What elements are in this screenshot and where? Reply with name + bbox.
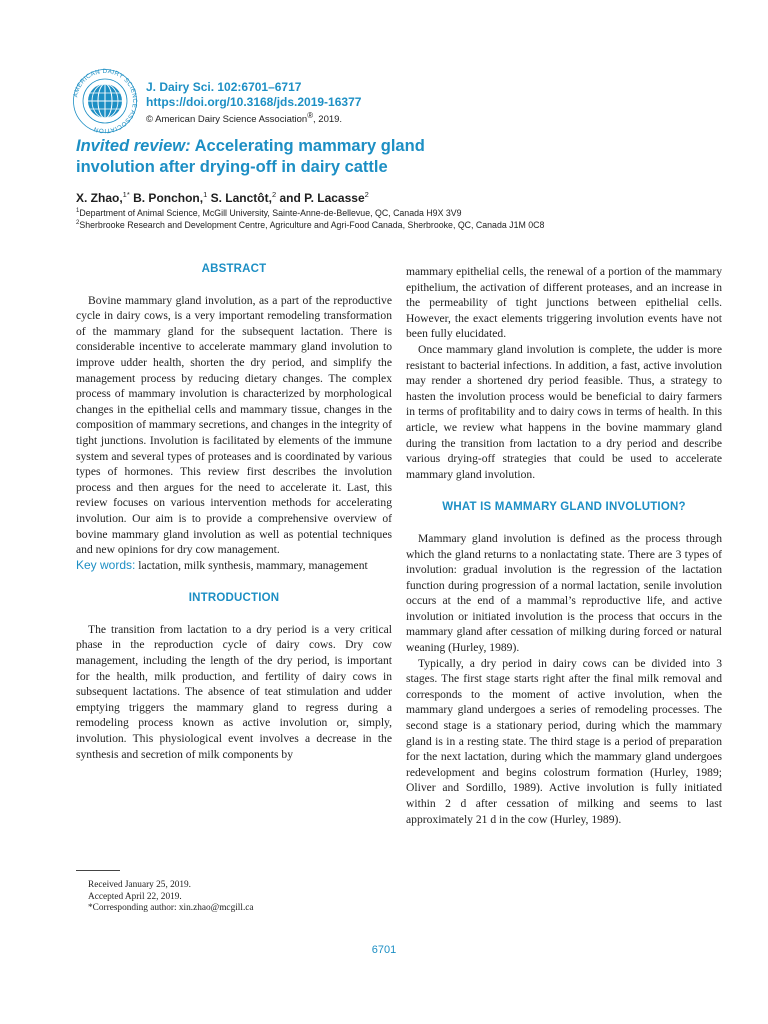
affiliation-1 xyxy=(76,206,462,219)
footnotes xyxy=(88,880,254,915)
introduction-paragraph-continued: mammary epithelial cells, the renewal of a portion of the mammary epithelium, the activation of different proteases, and an increase in the permeability of tight junctions between epithelial cells. However, the exact elements triggering involution events have not been fully elucidated. xyxy=(406,265,722,341)
affiliation-text: Sherbrooke Research and Development Centre, Agriculture and Agri-Food Canada, Sherbrooke, QC, Canada J1M 0C8 xyxy=(79,219,545,230)
author-list xyxy=(76,190,369,205)
corresponding-author: *Corresponding author: xin.zhao@mcgill.ca xyxy=(88,903,254,913)
author-name: X. Zhao, xyxy=(76,191,123,205)
doi-link[interactable]: https://doi.org/10.3168/jds.2019-16377 xyxy=(146,94,362,109)
author-name: B. Ponchon, xyxy=(129,191,204,205)
accepted-date: Accepted April 22, 2019. xyxy=(88,891,182,902)
keywords-text: lactation, milk synthesis, mammary, management xyxy=(135,558,368,572)
author-superscript: 2 xyxy=(364,190,369,199)
registered-mark: ® xyxy=(307,111,314,120)
introduction-heading: INTRODUCTION xyxy=(188,592,280,605)
globe-icon xyxy=(88,84,122,118)
copyright-text: © American Dairy Science Association xyxy=(146,114,308,126)
section-paragraph: Typically, a dry period in dairy cows can be divided into 3 stages. The first stage starts right after the final milk removal and corresponds to the moment of active involution, when the mammary gland undergoes a series of remodeling processes. The second stage is a stationary period, during which the mammary gland is in a resting state. The third stage is a period of preparation for the next lactation, during which the mammary gland undergoes redevelopment and begins colostrum formation (Hurley, 1989; Oliver and Sordillo, 1989). Active involution is fully initiated within 2 d after cessation of milking and seems to last approximately 21 d in the cow (Hurley, 1989). xyxy=(406,656,722,826)
affiliation-2 xyxy=(76,218,544,231)
copyright xyxy=(146,109,361,128)
section-heading: WHAT IS MAMMARY GLAND INVOLUTION? xyxy=(442,501,686,514)
title-invited-review: Invited review: xyxy=(76,137,191,155)
abstract-heading: ABSTRACT xyxy=(201,263,267,275)
author-superscript: 2 xyxy=(271,190,277,199)
introduction-paragraph: The transition from lactation to a dry period is a very critical phase in the reproduction cycle of dairy cows. Dry cow management, including the length of the dry period, is important for the health, milk production, and fertility of dairy cows in subsequent lactations. The absence of teat stimulation and udder emptying triggers the mammary gland to regress during a remodeling process known as active involution or, simply, involution. This physiological event involves a decrease in the synthesis and secretion of milk components by xyxy=(76,622,392,761)
left-column xyxy=(76,262,392,762)
footnote-divider xyxy=(76,870,120,871)
author-superscript: 1 xyxy=(203,190,208,199)
affiliation-text: Department of Animal Science, McGill University, Sainte-Anne-de-Bellevue, QC, Canada H9X 3V9 xyxy=(79,207,462,218)
affiliation-number: 1 xyxy=(76,208,80,214)
author-name: S. Lanctôt, xyxy=(207,191,272,205)
page-number: 6701 xyxy=(371,944,397,956)
author-superscript: 1* xyxy=(122,190,130,199)
title-line-2: involution after drying-off in dairy cattle xyxy=(76,158,388,176)
logo-ring-text: AMERICAN DAIRY SCIENCE ASSOCIATION xyxy=(72,68,138,134)
ads-association-logo xyxy=(72,68,138,134)
copyright-year: , 2019. xyxy=(313,114,343,126)
section-paragraph: Mammary gland involution is defined as the process through which the gland returns to a nonlactating state. There are 3 types of involution: gradual involution is the regression of the lactation function during progression of a normal lactation, senile involution occurs at the end of a mammal’s reproductive life, and active involution or initiated involution is the process that occurs in the mammary gland after cessation of milking during forced or natural weaning (Hurley, 1989). xyxy=(406,531,722,655)
keywords xyxy=(76,558,392,574)
received-date: Received January 25, 2019. xyxy=(88,880,192,890)
journal-citation: J. Dairy Sci. 102:6701–6717 xyxy=(146,80,302,94)
title-line-1: Accelerating mammary gland xyxy=(190,137,425,155)
journal-info xyxy=(146,80,361,128)
keywords-label: Key words: xyxy=(76,557,136,572)
introduction-paragraph: Once mammary gland involution is complete, the udder is more resistant to bacterial infections. In addition, a fast, active involution may render a shortened dry period feasible. Thus, a strategy to hasten the involution process would be beneficial to dairy farmers in terms of profitability and to dairy cows in terms of health. In this article, we review what happens in the bovine mammary gland during the transition from lactation to a dry period and describe various drying-off strategies that could be used to accelerate mammary gland involution. xyxy=(406,342,722,481)
affiliation-number: 2 xyxy=(76,220,80,226)
abstract-text: Bovine mammary gland involution, as a part of the reproductive cycle in dairy cows, is a very important remodeling transformation of the mammary gland for the subsequent lactation. There is considerable incentive to accelerate mammary gland involution to improve udder health, shorten the dry period, and simplify the management process by reducing dietary changes. The complex process of mammary involution is characterized by morphological changes in the epithelial cells and mammary tissue, changes in the composition of mammary secretions, and changes in the integrity of tight junctions. Involution is facilitated by elements of the immune system and several types of proteases and is coordinated by various types of hormones. This review first describes the involution process and then argues for the need to accelerate it. Last, this review focuses on various intervention methods for accelerating involution. Our aim is to provide a comprehensive overview of bovine mammary gland involution as well as potential techniques and new opinions for dry cow management. xyxy=(76,293,392,557)
article-title xyxy=(76,136,676,178)
right-column xyxy=(406,264,722,827)
author-name: and P. Lacasse xyxy=(276,191,365,205)
